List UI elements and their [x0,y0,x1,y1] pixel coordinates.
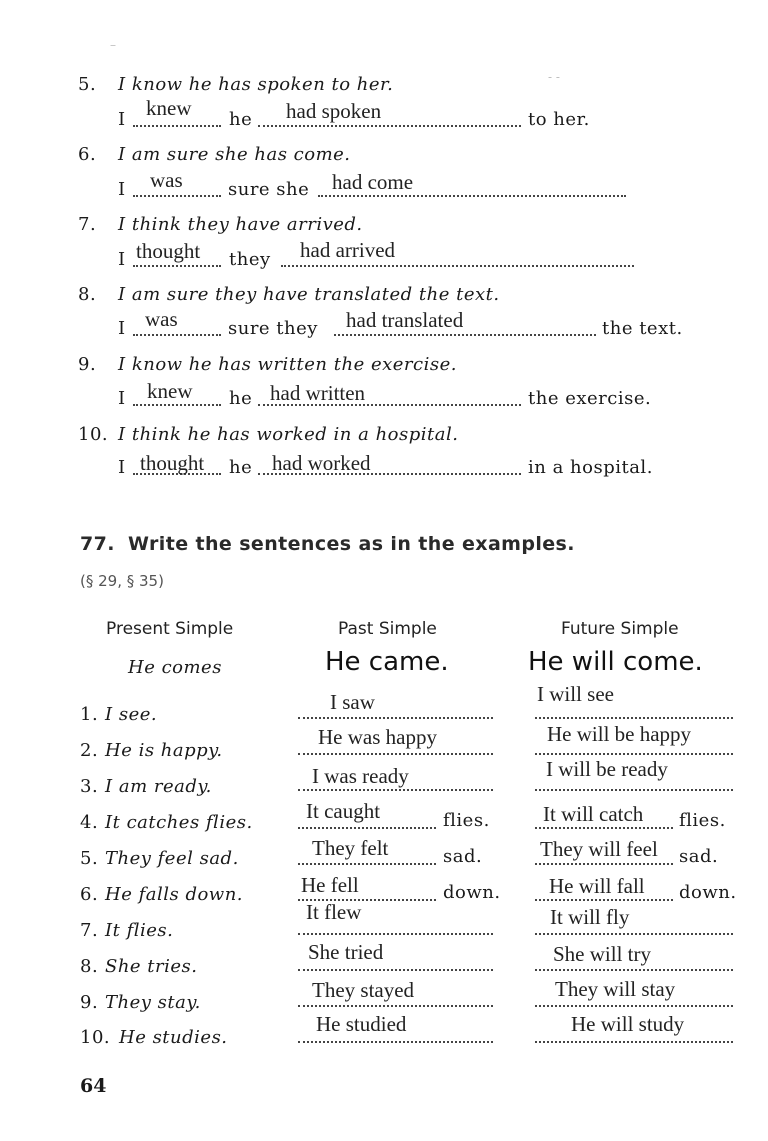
present-sentence: They stay. [105,992,201,1013]
past-tail: sad. [443,846,483,867]
item-middle: he [229,109,253,130]
present-sentence: He studies. [119,1027,228,1048]
item-middle: sure they [228,318,318,339]
item-middle: he [229,457,253,478]
exercise-title: Write the sentences as in the examples. [128,533,575,555]
present-sentence: I am ready. [105,776,212,797]
item-tail: to her. [528,109,590,130]
scan-mark: - - [548,70,560,84]
answer-blank-future[interactable] [535,717,733,719]
handwritten-past: She tried [308,940,384,964]
answer-blank-past[interactable] [298,1005,493,1007]
answer-blank-future[interactable] [535,753,733,755]
handwritten-past: They felt [312,836,389,860]
future-tail: flies. [679,810,726,831]
item-pronoun: I [118,388,126,409]
example-future: He will come. [528,647,703,677]
page-number: 64 [80,1075,107,1097]
answer-blank[interactable] [258,125,521,127]
scan-mark: – [110,38,116,52]
present-sentence: They feel sad. [105,848,239,869]
item-number: 6. [78,144,97,165]
present-sentence: He falls down. [105,884,244,905]
handwritten-future: It will catch [543,802,644,826]
handwritten-answer: knew [147,379,193,403]
handwritten-past: He fell [301,873,359,897]
item-sentence: I am sure she has come. [118,144,351,165]
row-number: 5. [80,848,99,869]
answer-blank[interactable] [133,334,221,336]
past-tail: flies. [443,810,490,831]
handwritten-answer: was [150,168,183,192]
present-sentence: She tries. [105,956,198,977]
handwritten-answer: was [145,307,178,331]
item-number: 7. [78,214,97,235]
answer-blank-past[interactable] [298,827,436,829]
item-sentence: I know he has written the exercise. [118,354,457,375]
example-past: He came. [325,647,449,677]
row-number: 1. [80,704,99,725]
handwritten-answer: had written [270,381,366,405]
handwritten-future: They will feel [540,837,658,861]
item-pronoun: I [118,318,126,339]
future-tail: down. [679,882,737,903]
handwritten-past: It flew [306,900,362,924]
handwritten-answer: thought [136,239,201,263]
row-number: 9. [80,992,99,1013]
column-header-future: Future Simple [561,619,679,639]
row-number: 10. [80,1027,111,1048]
item-tail: the text. [602,318,683,339]
item-middle: they [229,249,271,270]
future-tail: sad. [679,846,719,867]
handwritten-answer: thought [140,451,205,475]
row-number: 3. [80,776,99,797]
present-sentence: He is happy. [105,740,223,761]
answer-blank-past[interactable] [298,969,493,971]
row-number: 7. [80,920,99,941]
present-sentence: It flies. [105,920,174,941]
grammar-reference: (§ 29, § 35) [80,572,164,590]
example-present: He comes [128,657,222,678]
answer-blank-future[interactable] [535,1005,733,1007]
handwritten-past: I saw [330,690,375,714]
answer-blank-past[interactable] [298,933,493,935]
handwritten-past: He was happy [318,725,437,749]
answer-blank[interactable] [133,404,221,406]
item-pronoun: I [118,457,126,478]
item-tail: the exercise. [528,388,652,409]
handwritten-past: I was ready [312,764,409,788]
column-header-past: Past Simple [338,619,437,639]
handwritten-future: I will be ready [546,757,668,781]
handwritten-answer: had come [332,170,414,194]
past-tail: down. [443,882,501,903]
item-number: 8. [78,284,97,305]
answer-blank[interactable] [133,125,221,127]
handwritten-future: She will try [553,942,651,966]
item-sentence: I think they have arrived. [118,214,363,235]
answer-blank-past[interactable] [298,863,436,865]
item-number: 10. [78,424,109,445]
handwritten-answer: had worked [272,451,371,475]
answer-blank-future[interactable] [535,1041,733,1043]
row-number: 4. [80,812,99,833]
item-middle: he [229,388,253,409]
handwritten-past: He studied [316,1012,407,1036]
item-pronoun: I [118,249,126,270]
column-header-present: Present Simple [106,619,234,639]
item-sentence: I know he has spoken to her. [118,74,394,95]
answer-blank-past[interactable] [298,753,493,755]
item-sentence: I think he has worked in a hospital. [118,424,459,445]
row-number: 2. [80,740,99,761]
answer-blank-future[interactable] [535,933,733,935]
handwritten-answer: had translated [346,308,464,332]
item-number: 5. [78,74,97,95]
exercise-number: 77. [80,533,115,555]
handwritten-future: He will fall [549,874,645,898]
handwritten-answer: knew [146,96,192,120]
handwritten-future: They will stay [555,977,676,1001]
item-number: 9. [78,354,97,375]
handwritten-future: He will be happy [547,722,692,746]
item-middle: sure she [228,179,310,200]
handwritten-future: It will fly [550,905,630,929]
item-tail: in a hospital. [528,457,653,478]
row-number: 8. [80,956,99,977]
answer-blank-future[interactable] [535,789,733,791]
answer-blank-future[interactable] [535,863,673,865]
item-pronoun: I [118,179,126,200]
answer-blank-past[interactable] [298,789,493,791]
answer-blank-future[interactable] [535,899,673,901]
row-number: 6. [80,884,99,905]
handwritten-future: I will see [537,682,614,706]
answer-blank[interactable] [318,195,626,197]
handwritten-future: He will study [571,1012,685,1036]
answer-blank[interactable] [133,265,221,267]
answer-blank-past[interactable] [298,1041,493,1043]
answer-blank-future[interactable] [535,969,733,971]
answer-blank-past[interactable] [298,717,493,719]
handwritten-answer: had spoken [286,99,382,123]
answer-blank-future[interactable] [535,827,673,829]
answer-blank[interactable] [133,195,221,197]
handwritten-past: It caught [306,799,381,823]
answer-blank[interactable] [334,334,596,336]
item-sentence: I am sure they have translated the text. [118,284,500,305]
present-sentence: It catches flies. [105,812,253,833]
handwritten-answer: had arrived [300,238,396,262]
handwritten-past: They stayed [312,978,415,1002]
answer-blank[interactable] [281,265,634,267]
item-pronoun: I [118,109,126,130]
present-sentence: I see. [105,704,158,725]
